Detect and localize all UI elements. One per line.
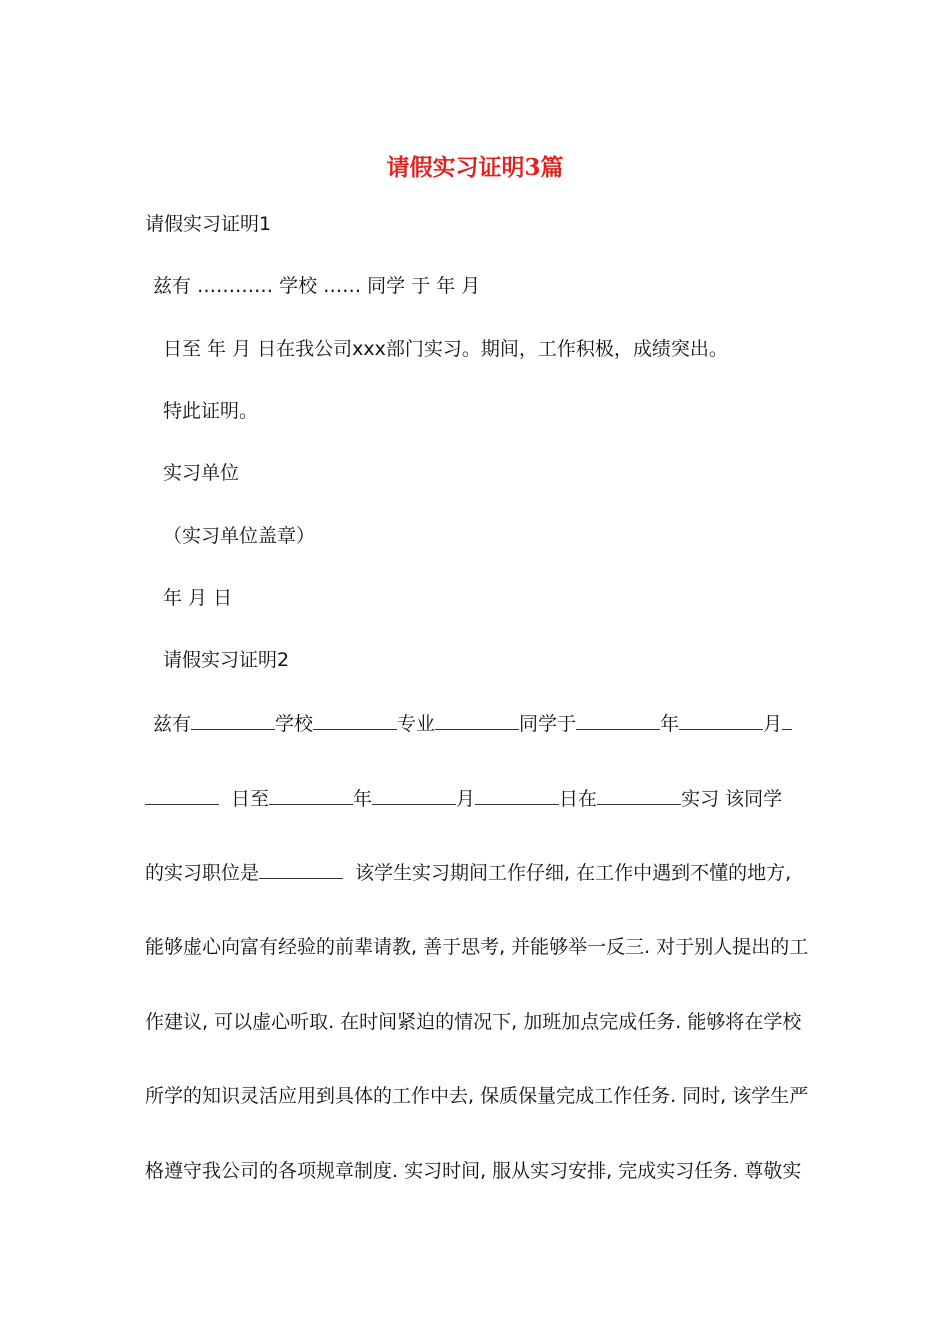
blank-field xyxy=(475,786,559,805)
label-year: 年 xyxy=(353,788,373,810)
blank-field xyxy=(679,711,763,730)
label-intern-student: 实习 该同学 xyxy=(681,788,783,810)
blank-field xyxy=(782,711,792,730)
label-school: 学校 xyxy=(275,713,314,735)
label-month: 月 xyxy=(763,713,783,735)
blank-field xyxy=(145,786,219,805)
body-text-start: 该学生实习期间工作仔细, 在工作中遇到不懂的地方, xyxy=(355,862,792,884)
body-line: 能够虚心向富有经验的前辈请教, 善于思考, 并能够举一反三. 对于别人提出的工 xyxy=(145,936,809,958)
blank-field xyxy=(259,860,343,879)
cert2-heading: 请假实习证明2 xyxy=(163,649,290,671)
cert1-line4: 实习单位 xyxy=(163,462,240,484)
cert1-line5: （实习单位盖章） xyxy=(163,525,316,547)
cert1-line3: 特此证明。 xyxy=(163,400,259,422)
cert2-fill-row-3 xyxy=(145,860,791,885)
body-line: 作建议, 可以虚心听取. 在时间紧迫的情况下, 加班加点完成任务. 能够将在学校 xyxy=(145,1011,802,1033)
blank-field xyxy=(576,711,660,730)
blank-field xyxy=(313,711,397,730)
label-zi-you: 兹有 xyxy=(153,713,192,735)
body-line: 格遵守我公司的各项规章制度. 实习时间, 服从实习安排, 完成实习任务. 尊敬实 xyxy=(145,1160,802,1182)
label-day-to: 日至 xyxy=(231,788,270,810)
cert2-fill-row-1 xyxy=(153,711,792,736)
label-day-at: 日在 xyxy=(559,788,598,810)
cert1-line2: 日至 年 月 日在我公司xxx部门实习。期间，工作积极，成绩突出。 xyxy=(163,338,728,360)
label-month: 月 xyxy=(456,788,476,810)
blank-field xyxy=(269,786,353,805)
cert2-fill-row-2 xyxy=(145,786,782,811)
blank-field xyxy=(191,711,275,730)
document-title: 请假实习证明3篇 xyxy=(386,154,564,181)
label-major: 专业 xyxy=(397,713,436,735)
cert1-line6: 年 月 日 xyxy=(163,587,233,609)
blank-field xyxy=(597,786,681,805)
cert1-heading: 请假实习证明1 xyxy=(145,213,272,235)
blank-field xyxy=(372,786,456,805)
label-position: 的实习职位是 xyxy=(145,862,260,884)
label-year: 年 xyxy=(660,713,680,735)
label-student-on: 同学于 xyxy=(519,713,577,735)
blank-field xyxy=(435,711,519,730)
cert1-line1: 兹有 ………… 学校 …… 同学 于 年 月 xyxy=(153,275,481,297)
body-line: 所学的知识灵活应用到具体的工作中去, 保质保量完成工作任务. 同时, 该学生严 xyxy=(145,1085,809,1107)
